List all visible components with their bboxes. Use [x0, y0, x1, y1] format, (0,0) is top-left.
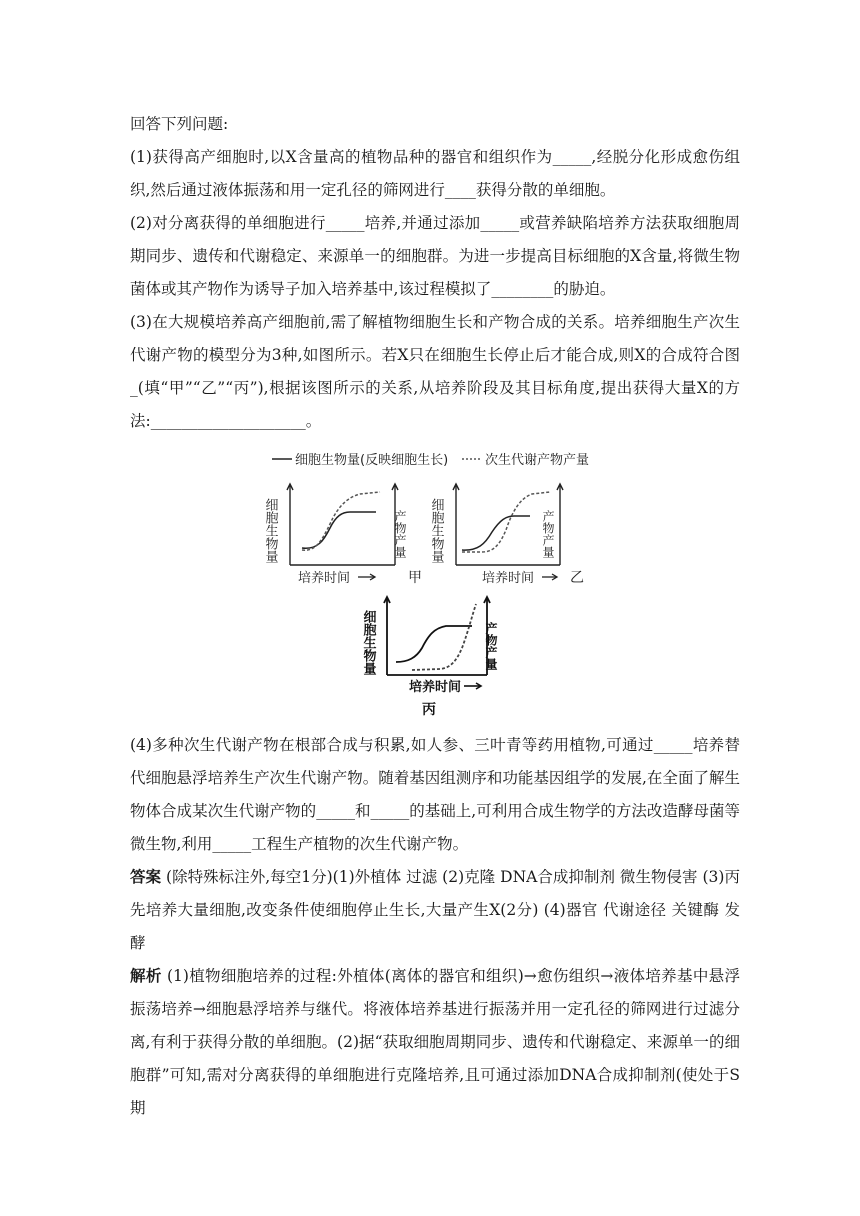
yi-label: 乙 — [570, 570, 584, 586]
yi-product-curve — [462, 492, 550, 552]
question-2: (2)对分离获得的单细胞进行_____培养,并通过添加_____或营养缺陷培养方法获取细胞周期同步、遗传和代谢稳定、来源单一的细胞群。为进一步提高目标细胞的X含量,将微生物菌体或其产物作为诱导子加入培养基中,该过程模拟了________的胁迫。 — [130, 214, 740, 298]
panel-bing — [361, 597, 499, 718]
bing-biomass-curve — [396, 626, 472, 662]
analysis-block — [130, 960, 740, 1125]
bing-label: 丙 — [422, 702, 436, 718]
bing-xlabel: 培养时间 — [409, 680, 462, 695]
bing-ylabel-left: 细胞生物量 — [360, 610, 376, 675]
question-4: (4)多种次生代谢产物在根部合成与积累,如人参、三叶青等药用植物,可通过_____培养替代细胞悬浮培养生产次生代谢产物。随着基因组测序和功能基因组学的发展,在全面了解生物体合成某次生代谢产物的_____和_____的基础上,可利用合成生物学的方法改造酵母菌等微生物,利用_____工程生产植物的次生代谢产物。 — [130, 736, 740, 853]
jia-label: 甲 — [408, 570, 422, 586]
answer-block — [130, 861, 740, 960]
jia-biomass-curve — [302, 512, 376, 548]
growth-curve-figure — [250, 440, 610, 730]
panel-jia — [263, 484, 423, 586]
analysis-text: (1)植物细胞培养的过程:外植体(离体的器官和组织)→愈伤组织→液体培养基中悬浮振荡培养→细胞悬浮培养与继代。将液体培养基进行振荡并用一定孔径的筛网进行过滤分离,有利于获得分散的单细胞。(2)据“获取细胞周期同步、遗传和代谢稳定、来源单一的细胞群”可知,需对分离获得的单细胞进行克隆培养,且可通过添加DNA合成抑制剂(使处于S期 — [130, 967, 740, 1117]
panel-yi — [429, 484, 585, 586]
bing-ylabel-right: 产物产量 — [484, 622, 498, 670]
question-1: (1)获得高产细胞时,以X含量高的植物品种的器官和组织作为_____,经脱分化形成愈伤组织,然后通过液体振荡和用一定孔径的筛网进行____获得分散的单细胞。 — [130, 148, 740, 199]
jia-ylabel-right: 产物产量 — [393, 510, 407, 558]
yi-ylabel-right: 产物产量 — [541, 510, 555, 558]
question-3: (3)在大规模培养高产细胞前,需了解植物细胞生长和产物合成的关系。培养细胞生产次生代谢产物的模型分为3种,如图所示。若X只在细胞生长停止后才能合成,则X的合成符合图_(填“甲”“乙”“丙”),根据该图所示的关系,从培养阶段及其目标角度,提出获得大量X的方法:____________________。 — [130, 313, 740, 430]
answer-text: (除特殊标注外,每空1分)(1)外植体 过滤 (2)克隆 DNA合成抑制剂 微生物侵害 (3)丙 先培养大量细胞,改变条件使细胞停止生长,大量产生X(2分) (4)器官 代谢途径 关键酶 发酵 — [130, 868, 740, 952]
bing-product-curve — [412, 604, 476, 670]
intro-text: 回答下列问题: — [130, 115, 229, 133]
legend-solid-label: 细胞生物量(反映细胞生长) — [295, 453, 449, 468]
yi-xlabel: 培养时间 — [482, 571, 535, 586]
jia-xlabel: 培养时间 — [298, 571, 351, 586]
jia-ylabel-left: 细胞生物量 — [262, 498, 278, 563]
jia-product-curve — [302, 492, 380, 550]
analysis-label: 解析 — [130, 967, 162, 985]
legend-dashed-label: 次生代谢产物产量 — [485, 453, 590, 468]
yi-ylabel-left: 细胞生物量 — [428, 498, 444, 563]
answer-label: 答案 — [130, 868, 162, 886]
yi-biomass-curve — [462, 516, 530, 550]
